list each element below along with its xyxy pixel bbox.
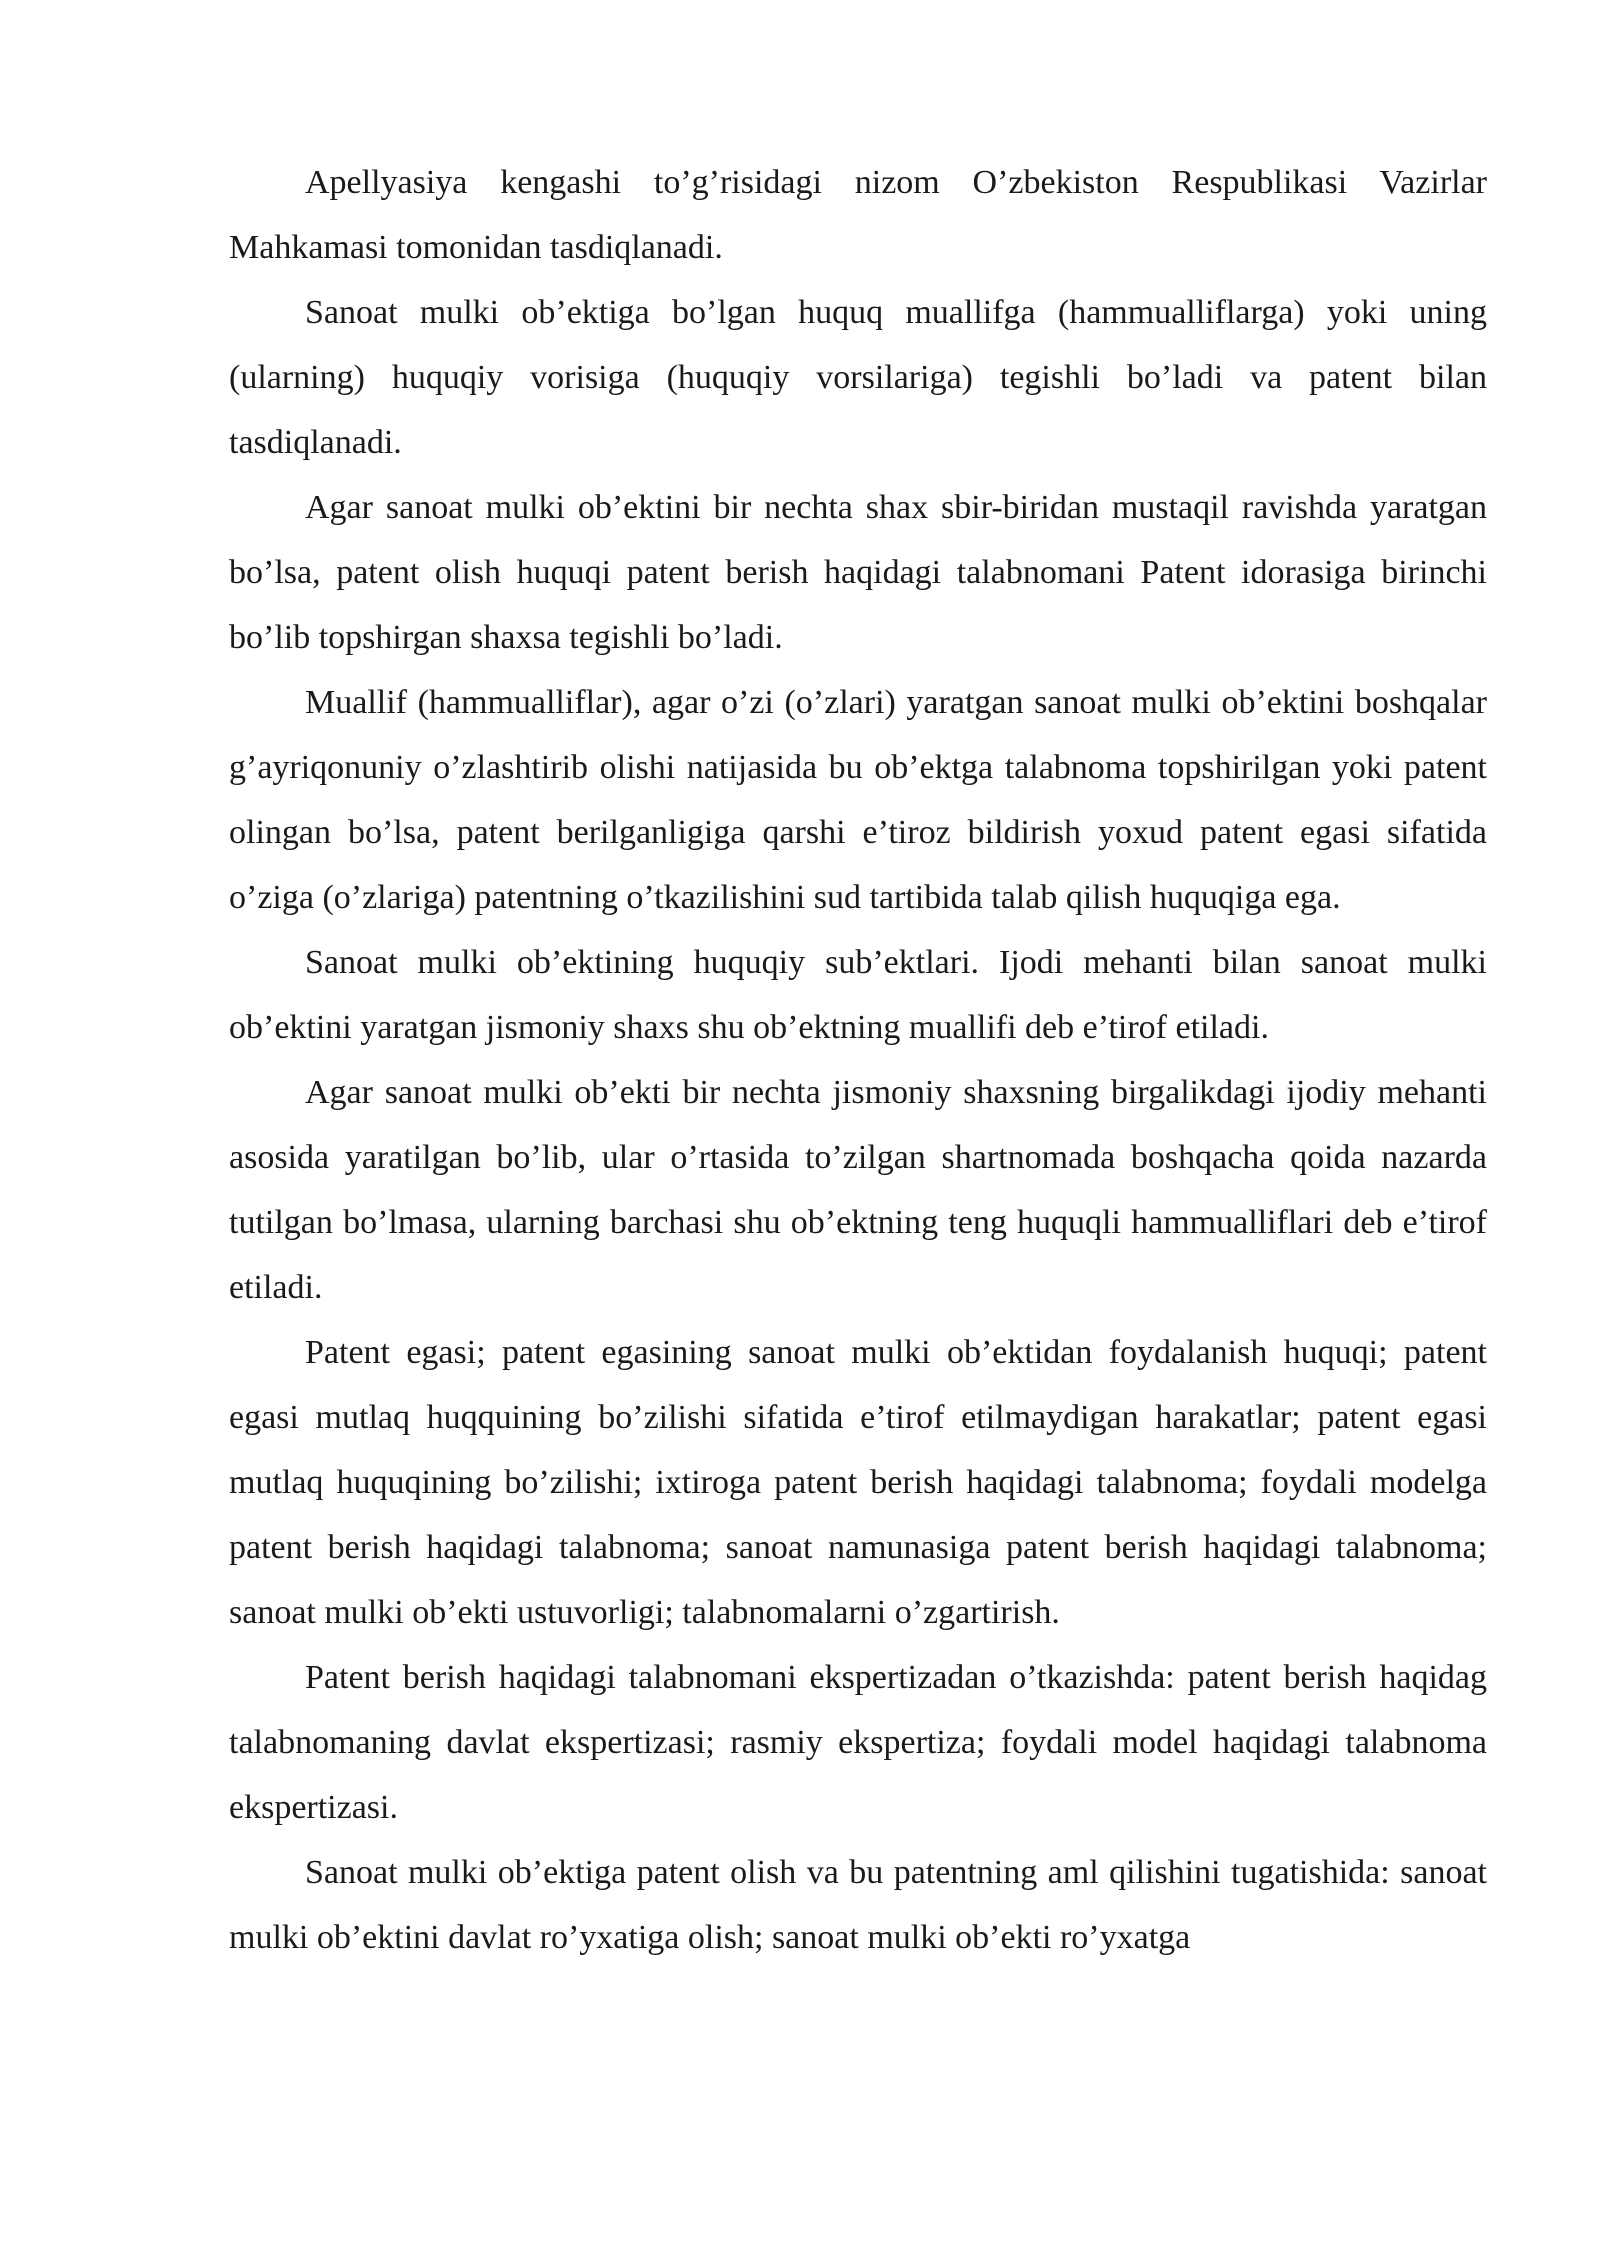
paragraph-author-objection: Muallif (hammualliflar), agar o’zi (o’zlari) yaratgan sanoat mulki ob’ektini boshqalar g’ayriqonuniy o’zlashtirib olishi natijasida bu ob’ektga talabnoma topshirilgan yoki patent olingan bo’lsa, patent berilganligiga qarshi e’tiroz bildirish yoxud patent egasi sifatida o’ziga (o’zlariga) patentning o’tkazilishini sud tartibida talab qilish huquqiga ega. xyxy=(229,684,1487,916)
paragraph-co-authors: Agar sanoat mulki ob’ekti bir nechta jismoniy shaxsning birgalikdagi ijodiy mehanti asosida yaratilgan bo’lib, ular o’rtasida to’zilgan shartnomada boshqacha qoida nazarda tutilgan bo’lmasa, ularning barchasi shu ob’ektning teng huquqli hammualliflari deb e’tirof etiladi. xyxy=(229,1074,1487,1306)
paragraph-registration: Sanoat mulki ob’ektiga patent olish va bu patentning aml qilishini tugatishida: sanoat mulki ob’ektini davlat ro’yxatiga olish; sanoat mulki ob’ekti ro’yxatga xyxy=(229,1854,1487,1956)
paragraph-independent-creators: Agar sanoat mulki ob’ektini bir nechta shax sbir-biridan mustaqil ravishda yaratgan bo’lsa, patent olish huquqi patent berish haqidagi talabnomani Patent idorasiga birinchi bo’lib topshirgan shaxsa tegishli bo’ladi. xyxy=(229,489,1487,656)
paragraph-appeal-council: Apellyasiya kengashi to’g’risidagi nizom O’zbekiston Respublikasi Vazirlar Mahkamasi tomonidan tasdiqlanadi. xyxy=(229,164,1487,266)
paragraph-patent-owner: Patent egasi; patent egasining sanoat mulki ob’ektidan foydalanish huquqi; patent egasi mutlaq huqquining bo’zilishi sifatida e’tirof etilmaydigan harakatlar; patent egasi mutlaq huquqining bo’zilishi; ixtiroga patent berish haqidagi talabnoma; foydali modelga patent berish haqidagi talabnoma; sanoat namunasiga patent berish haqidagi talabnoma; sanoat mulki ob’ekti ustuvorligi; talabnomalarni o’zgartirish. xyxy=(229,1334,1487,1631)
document-body xyxy=(229,150,1487,1970)
paragraph-examination: Patent berish haqidagi talabnomani ekspertizadan o’tkazishda: patent berish haqidag talabnomaning davlat ekspertizasi; rasmiy ekspertiza; foydali model haqidagi talabnoma ekspertizasi. xyxy=(229,1659,1487,1826)
paragraph-legal-subjects: Sanoat mulki ob’ektining huquqiy sub’ektlari. Ijodi mehanti bilan sanoat mulki ob’ektini yaratgan jismoniy shaxs shu ob’ektning muallifi deb e’tirof etiladi. xyxy=(229,944,1487,1046)
paragraph-rights-to-object: Sanoat mulki ob’ektiga bo’lgan huquq muallifga (hammualliflarga) yoki uning (ularning) huquqiy vorisiga (huquqiy vorsilariga) tegishli bo’ladi va patent bilan tasdiqlanadi. xyxy=(229,294,1487,461)
